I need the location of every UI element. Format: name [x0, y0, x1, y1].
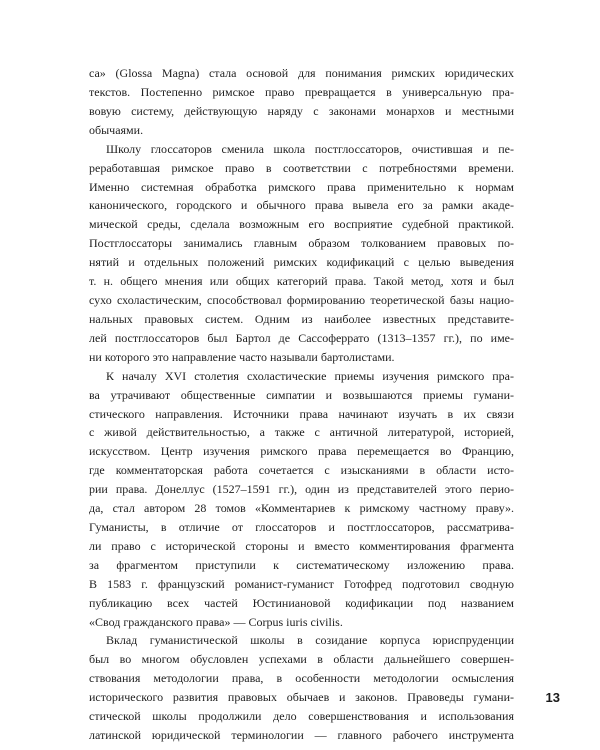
text-line: лей постглоссаторов был Бартол де Сассоферрато (1313–1357 гг.), по име-: [89, 330, 514, 345]
text-line: ствования методологии права, в особенности методологии осмысления: [89, 671, 514, 686]
text-line: нятий и отдельных положений римских кодификаций с целью выведения: [89, 255, 514, 270]
text-line: Вклад гуманистической школы в созидание корпуса юриспруденции: [106, 633, 514, 648]
text-line: стического направления. Источники права начинают изучать в их связи: [89, 406, 514, 421]
text-line: Школу глоссаторов сменила школа постглоссаторов, очистившая и пе-: [106, 141, 514, 156]
text-line: рии права. Донеллус (1527–1591 гг.), один из представителей этого перио-: [89, 482, 514, 497]
text-line: публикацию всех частей Юстиниановой кодификации под названием: [89, 595, 514, 610]
text-line: стической школы продолжили дело совершенствования и использования: [89, 709, 514, 724]
text-line: исторического развития правовых обычаев и законов. Правоведы гумани-: [89, 690, 514, 705]
text-line: канонического, городского и обычного права вывела его за рамки акаде-: [89, 198, 514, 213]
text-line: за фрагментом приступили к систематическому изложению права.: [89, 557, 514, 572]
text-line: Постглоссаторы занимались главным образом толкованием правовых по-: [89, 236, 514, 251]
text-line: т. н. общего мнения или общих категорий права. Такой метод, хотя и был: [89, 274, 514, 289]
text-line: мической среды, сделала возможным его восприятие судебной практикой.: [89, 217, 514, 232]
text-line: с живой действительностью, а также с античной литературой, историей,: [89, 425, 514, 440]
text-line: Именно системная обработка римского права применительно к нормам: [89, 179, 514, 194]
text-line: латинской юридической терминологии — главного рабочего инструмента: [89, 728, 514, 742]
page-number: 13: [545, 690, 560, 705]
text-line: обычаями.: [89, 122, 144, 137]
text-line: ли право с исторической стороны и вместо комментирования фрагмента: [89, 538, 514, 553]
text-line: сухо схоластическим, способствовал формированию теоретической базы нацио-: [89, 293, 514, 307]
text-line: реработавшая римское право в соответствии с потребностями времени.: [89, 160, 514, 175]
text-line: ни которого это направление часто называли бартолистами.: [89, 349, 395, 364]
text-line: В 1583 г. французский романист-гуманист Готофред подготовил сводную: [89, 576, 514, 591]
text-line: текстов. Постепенно римское право превращается в универсальную пра-: [89, 84, 514, 99]
text-line: искусством. Центр изучения римского права перемещается во Францию,: [89, 444, 514, 459]
text-line: где комментаторская работа сочетается с изысканиями в области исто-: [89, 463, 514, 478]
text-line: вовую систему, действующую наряду с законами монархов и местными: [89, 103, 514, 118]
text-line: да, стал автором 28 томов «Комментариев к римскому частному праву».: [89, 501, 514, 515]
text-line: са» (Glossa Magna) стала основой для понимания римских юридических: [89, 66, 514, 80]
text-line: Гуманисты, в отличие от глоссаторов и постглоссаторов, рассматрива-: [89, 519, 514, 534]
text-line: «Свод гражданского права» — Corpus iuris civilis.: [89, 614, 343, 629]
text-line: ва утрачивают общественные симпатии и возвышаются приемы гумани-: [89, 387, 514, 402]
text-line: нальных правовых систем. Одним из наиболее известных представите-: [89, 311, 514, 326]
text-line: К началу XVI столетия схоластические приемы изучения римского пра-: [106, 368, 514, 383]
text-line: был во многом обусловлен успехами в области дальнейшего совершен-: [89, 652, 514, 667]
